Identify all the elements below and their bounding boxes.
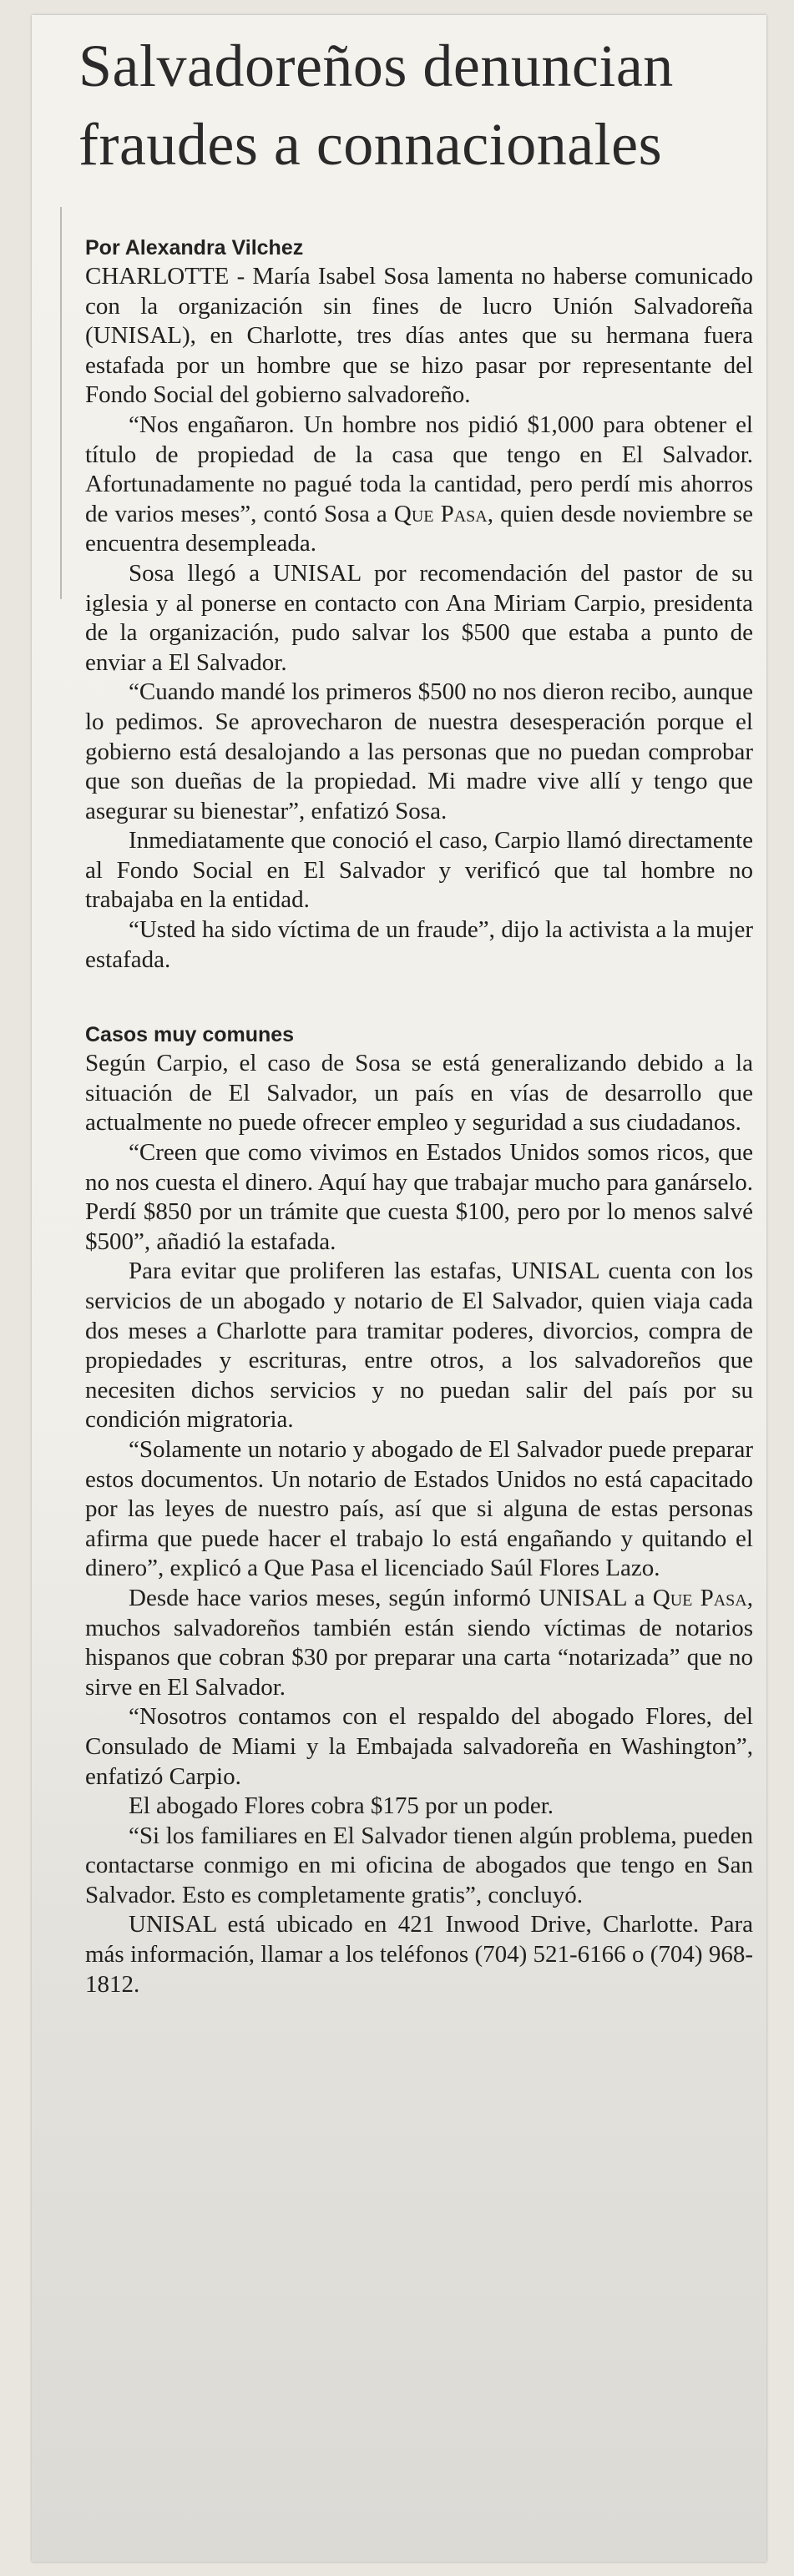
paragraph-15: UNISAL está ubicado en 421 Inwood Drive, Charlotte. Para más información, llamar a los teléfonos (704) 521-6166 o (704) 968-1812.	[85, 1911, 753, 1998]
paragraph-11	[85, 1584, 753, 1702]
paragraph-6: “Usted ha sido víctima de un fraude”, dijo la activista a la mujer estafada.	[85, 916, 753, 973]
paragraph-10: “Solamente un notario y abogado de El Salvador puede preparar estos documentos. Un notario de Estados Unidos no está capacitado por las leyes de nuestro país, así que si alguna de estas personas afirma que puede hacer el trabajo lo está engañando y quitando el dinero”, explicó a Que Pasa el licenciado Saúl Flores Lazo.	[85, 1435, 753, 1582]
paragraph-9: Para evitar que proliferen las estafas, UNISAL cuenta con los servicios de un abogado y notario de El Salvador, quien viaja cada dos meses a Charlotte para tramitar poderes, divorcios, compra de propiedades y escrituras, entre otros, a los salvadoreños que necesiten dichos servicios y no puedan salir del país por su condición migratoria.	[85, 1258, 753, 1434]
paragraph-2-part-a: “Nos engañaron. Un hombre nos pidió $1,000 para obtener el título de propiedad de la casa que tengo en El Salvador. Afortunadamente no pagué toda la cantidad, pero perdí mis ahorros de varios meses”, contó Sosa a	[85, 411, 753, 527]
article-body-continued	[52, 1049, 753, 1999]
paragraph-3: Sosa llegó a UNISAL por recomendación del pastor de su iglesia y al ponerse en contacto con Ana Miriam Carpio, presidenta de la organización, pudo salvar los $500 que estaba a punto de enviar a El Salvador.	[85, 559, 753, 676]
paragraph-8: “Creen que como vivimos en Estados Unidos somos ricos, que no nos cuesta el dinero. Aquí hay que trabajar mucho para ganárselo. Perdí $850 por un trámite que cuesta $100, pero por lo menos salvé $500”, añadió la estafada.	[85, 1139, 753, 1255]
paragraph-1: CHARLOTTE - María Isabel Sosa lamenta no haberse comunicado con la organización sin fines de lucro Unión Salvadoreña (UNISAL), en Charlotte, tres días antes que su hermana fuera estafada por un hombre que se hizo pasar por representante del Fondo Social del gobierno salvadoreño.	[85, 263, 753, 409]
paragraph-4: “Cuando mandé los primeros $500 no nos dieron recibo, aunque lo pedimos. Se aprovecharon de nuestra desesperación porque el gobierno está desalojando a las personas que no puedan comprobar que son dueñas de la propiedad. Mi madre vive allí y tengo que asegurar su bienestar”, enfatizó Sosa.	[85, 678, 753, 824]
subheading: Casos muy comunes	[85, 1023, 295, 1047]
byline: Por Alexandra Vilchez	[85, 236, 304, 260]
paragraph-5: Inmediatamente que conoció el caso, Carpio llamó directamente al Fondo Social en El Salvador y verificó que tal hombre no trabajaba en la entidad.	[85, 827, 753, 914]
publication-name: Que Pasa	[393, 500, 488, 527]
newspaper-clipping	[32, 15, 766, 2562]
paragraph-11-part-b: , muchos salvadoreños también están siendo víctimas de notarios hispanos que cobran $30 por preparar una carta “notarizada” que no sirve en El Salvador.	[85, 1584, 753, 1701]
paragraph-12: “Nosotros contamos con el respaldo del abogado Flores, del Consulado de Miami y la Embajada salvadoreña en Washington”, enfatizó Carpio.	[85, 1703, 753, 1790]
paragraph-7: Según Carpio, el caso de Sosa se está generalizando debido a la situación de El Salvador, un país en vías de desarrollo que actualmente no puede ofrecer empleo y seguridad a sus ciudadanos.	[85, 1050, 753, 1137]
paragraph-11-part-a: Desde hace varios meses, según informó UNISAL a	[129, 1584, 653, 1611]
paragraph-2	[85, 411, 753, 559]
article-body	[52, 262, 753, 975]
publication-name-2: Que Pasa	[652, 1584, 747, 1611]
article	[52, 27, 753, 1999]
paragraph-2-part-b: , quien desde noviembre se encuentra desempleada.	[85, 500, 753, 557]
paragraph-14: “Si los familiares en El Salvador tienen algún problema, pueden contactarse conmigo en mi oficina de abogados que tengo en San Salvador. Esto es completamente gratis”, concluyó.	[85, 1822, 753, 1908]
paragraph-13: El abogado Flores cobra $175 por un poder.	[129, 1792, 554, 1820]
headline: Salvadoreños denuncian fraudes a connacionales	[78, 33, 674, 178]
